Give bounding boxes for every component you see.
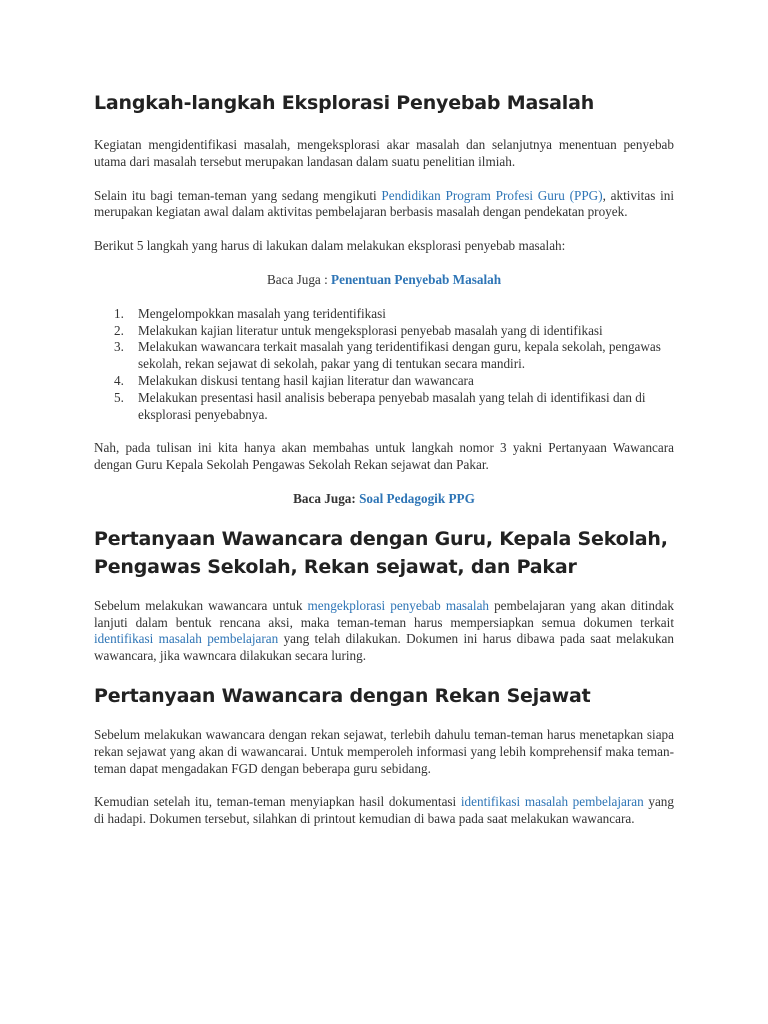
ppg-paragraph — [94, 188, 674, 222]
identify-problem-link-2[interactable]: identifikasi masalah pembelajaran — [460, 794, 644, 810]
list-item — [94, 306, 674, 323]
list-item — [94, 373, 674, 390]
list-item-number: 3. — [114, 339, 124, 355]
list-item — [94, 390, 674, 424]
section-heading-interview-all: Pertanyaan Wawancara dengan Guru, Kepala Sekolah, Pengawas Sekolah, Rekan sejawat, dan Pakar — [94, 527, 668, 578]
interview-prep-text-b: pembelajaran yang akan ditindak lanjuti dalam bentuk rencana aksi, maka teman-teman harus mempersiapkan semua dokumen terkait — [94, 597, 675, 630]
ppg-paragraph-text-end: , aktivitas ini merupakan kegiatan awal dalam aktivitas pembelajaran berbasis masalah dengan pendekatan proyek. — [94, 187, 674, 220]
list-item-number: 1. — [114, 305, 124, 321]
interview-prep-paragraph — [94, 598, 674, 665]
list-item-number: 4. — [114, 372, 124, 388]
read-also-2-link[interactable]: Soal Pedagogik PPG — [359, 490, 475, 506]
list-item — [94, 323, 674, 340]
identify-problem-link[interactable]: identifikasi masalah pembelajaran — [94, 631, 279, 647]
ppg-link[interactable]: Pendidikan Program Profesi Guru (PPG) — [381, 187, 603, 203]
read-also-2 — [94, 491, 674, 508]
explore-cause-link[interactable]: mengekplorasi penyebab masalah — [307, 597, 490, 613]
list-item-text: Melakukan presentasi hasil analisis beberapa penyebab masalah yang telah di identifikasi dan di eksplorasi penyebabnya. — [138, 389, 646, 422]
ppg-paragraph-text-start: Selain itu bagi teman-teman yang sedang mengikuti — [94, 187, 382, 203]
steps-list — [94, 306, 674, 424]
interview-prep-text-a: Sebelum melakukan wawancara untuk — [94, 597, 308, 613]
steps-intro-paragraph: Berikut 5 langkah yang harus di lakukan dalam melakukan eksplorasi penyebab masalah: — [94, 238, 566, 254]
list-item-text: Melakukan kajian literatur untuk mengeksplorasi penyebab masalah yang di identifikasi — [138, 322, 603, 338]
interview-prep-text-c: yang telah dilakukan. Dokumen ini harus dibawa pada saat melakukan wawancara, jika wawncara dilakukan secara luring. — [94, 631, 674, 664]
intro-paragraph: Kegiatan mengidentifikasi masalah, mengeksplorasi akar masalah dan selanjutnya menentuan penyebab utama dari masalah tersebut merupakan landasan dalam suatu penelitian ilmiah. — [94, 137, 674, 169]
scope-paragraph: Nah, pada tulisan ini kita hanya akan membahas untuk langkah nomor 3 yakni Pertanyaan Wawancara dengan Guru Kepala Sekolah Pengawas Sekolah Rekan sejawat dan Pakar. — [94, 440, 674, 473]
list-item-text: Melakukan wawancara terkait masalah yang teridentifikasi dengan guru, kepala sekolah, pengawas sekolah, rekan sejawat di sekolah, pakar yang di tentukan secara mandiri. — [138, 339, 661, 372]
read-also-1-label: Baca Juga : — [266, 271, 332, 287]
list-item-number: 5. — [114, 389, 124, 405]
article-page — [94, 80, 674, 828]
list-item — [94, 339, 674, 373]
section-heading-peer: Pertanyaan Wawancara dengan Rekan Sejawat — [94, 684, 591, 707]
peer-paragraph-1: Sebelum melakukan wawancara dengan rekan sejawat, terlebih dahulu teman-teman harus menetapkan siapa rekan sejawat yang akan di wawancarai. Untuk memperoleh informasi yang lebih komprehensif maka teman-teman dapat mengadakan FGD dengan beberapa guru sebidang. — [94, 726, 674, 776]
peer-paragraph-2-text-a: Kemudian setelah itu, teman-teman menyiapkan hasil dokumentasi — [94, 794, 461, 810]
list-item-text: Mengelompokkan masalah yang teridentifikasi — [138, 305, 386, 321]
read-also-2-label: Baca Juga: — [293, 490, 360, 506]
peer-paragraph-2 — [94, 794, 674, 828]
read-also-1 — [94, 272, 674, 289]
list-item-text: Melakukan diskusi tentang hasil kajian literatur dan wawancara — [138, 372, 474, 388]
page-title: Langkah-langkah Eksplorasi Penyebab Masalah — [94, 92, 595, 114]
peer-paragraph-2-text-b: yang di hadapi. Dokumen tersebut, silahkan di printout kemudian di bawa pada saat melakukan wawancara. — [94, 794, 674, 827]
list-item-number: 2. — [114, 322, 124, 338]
read-also-1-link[interactable]: Penentuan Penyebab Masalah — [331, 271, 502, 287]
